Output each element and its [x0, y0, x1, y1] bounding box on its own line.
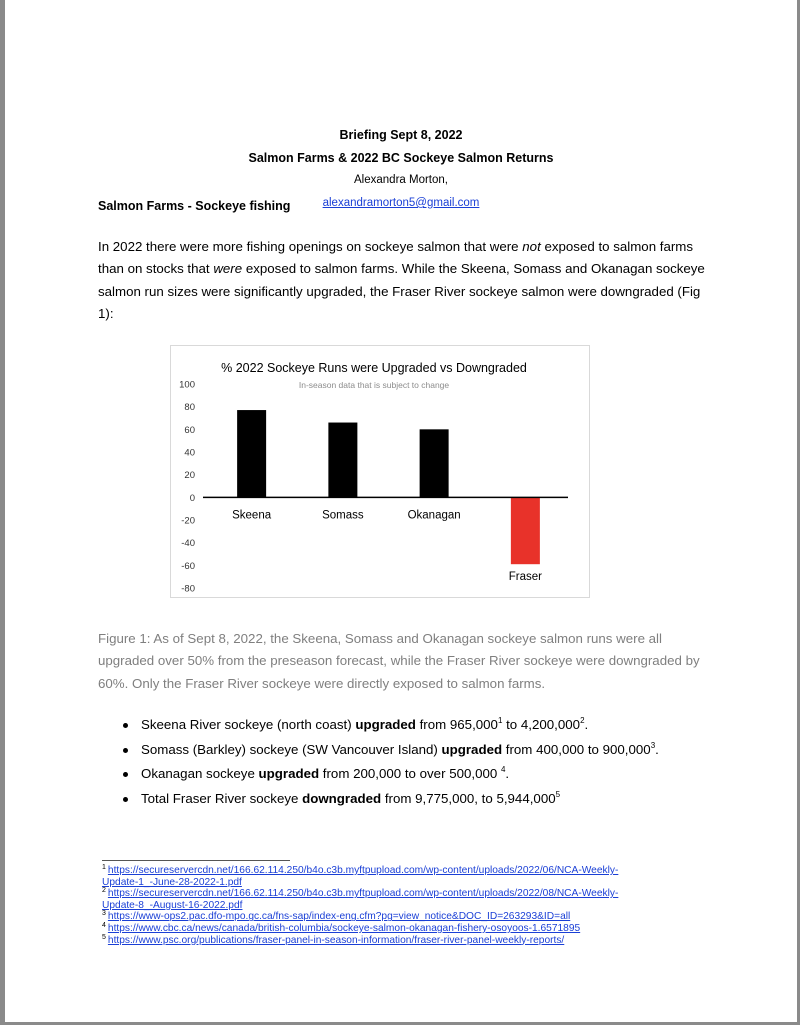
bullet-list [115, 713, 735, 811]
figure-1-chart [170, 345, 590, 598]
section-heading: Salmon Farms - Sockeye fishing [98, 199, 291, 213]
bullet-bold: downgraded [302, 790, 382, 806]
bullet-text: Somass (Barkley) sockeye (SW Vancouver Island) [141, 741, 442, 757]
footnote-2 [102, 888, 712, 911]
para-text-2: exposed to salmon farms than on stocks that [98, 239, 694, 277]
bullet-item-fraser [115, 787, 735, 812]
para-emphasis-not: not [522, 239, 541, 254]
y-tick-label: 0 [189, 492, 195, 504]
footnote-number: 1 [102, 864, 106, 871]
bullet-text: . [584, 717, 589, 732]
bullet-text: . [505, 766, 510, 781]
document-title-line1: Briefing Sept 8, 2022 [339, 128, 463, 142]
footnote-ref[interactable]: 4 [500, 765, 506, 774]
author-name: Alexandra Morton, [354, 174, 448, 186]
bar-somass [328, 423, 357, 498]
figure-caption: Figure 1: As of Sept 8, 2022, the Skeena, Somass and Okanagan sockeye salmon runs were all upgraded over 50% from the preseason forecast, while the Fraser River sockeye were downgraded by 60%. Only the Fraser River sockeye were directly exposed to salmon farms. [98, 631, 700, 691]
bullet-text: Okanagan sockeye [141, 766, 259, 781]
y-tick-label: -20 [181, 515, 195, 527]
bullet-dot [123, 748, 128, 753]
bullet-text: from 200,000 to over 500,000 [319, 766, 501, 781]
bar-skeena [237, 410, 266, 497]
bullet-bold: upgraded [355, 717, 416, 732]
footnote-link[interactable]: https://secureservercdn.net/166.62.114.250/b4o.c3b.myftpupload.com/wp-content/uploads/2022/08/NCA-Weekly- Update-8_-August-16-2022.pdf [102, 888, 619, 911]
bullet-item-somass [115, 738, 735, 763]
footnote-number: 3 [102, 910, 106, 918]
bar-fraser [511, 497, 540, 564]
footnote-4 [102, 923, 712, 935]
bullet-bold: upgraded [258, 766, 320, 781]
footnote-link[interactable]: https://www.psc.org/publications/fraser-panel-in-season-information/fraser-river-panel-weekly-reports/ [107, 934, 565, 946]
bullet-dot [123, 772, 128, 777]
footnote-1 [102, 865, 712, 888]
category-label-fraser: Fraser [508, 571, 542, 584]
footnotes [102, 865, 712, 946]
bars-group [237, 410, 540, 564]
footnote-3 [102, 911, 712, 923]
y-tick-label: -60 [181, 560, 195, 572]
bullet-dot [123, 797, 128, 802]
footnote-ref[interactable]: 2 [580, 716, 585, 725]
y-tick-label: 20 [184, 470, 195, 482]
para-emphasis-were: were [213, 261, 243, 277]
chart-title: % 2022 Sockeye Runs were Upgraded vs Downgraded [221, 361, 527, 375]
y-tick-label: 100 [179, 379, 195, 391]
para-text-1: In 2022 there were more fishing openings on sockeye salmon that were [98, 239, 523, 254]
y-tick-label: 80 [184, 402, 195, 414]
bullet-text: from 965,000 [415, 717, 498, 732]
author-email-link[interactable]: alexandramorton5@gmail.com [322, 197, 480, 209]
footnote-5 [102, 935, 712, 947]
bullet-item-skeena [115, 713, 735, 738]
footnote-number: 2 [102, 887, 106, 895]
footnote-separator [102, 860, 290, 861]
bullet-text: to 4,200,000 [502, 717, 581, 732]
footnote-ref[interactable]: 1 [497, 716, 503, 725]
category-label-somass: Somass [322, 509, 364, 522]
y-axis-ticks [179, 380, 195, 595]
bullet-bold: upgraded [441, 741, 503, 757]
footnote-link[interactable]: https://www.cbc.ca/news/canada/british-columbia/sockeye-salmon-okanagan-fishery-osoyoos-1.6571895 [107, 922, 581, 934]
para-text-3: exposed to salmon farms. While the Skeena, Somass and Okanagan sockeye salmon run sizes were significantly upgraded, the Fraser River sockeye salmon were downgraded (Fig 1): [98, 261, 705, 321]
y-tick-label: 40 [184, 447, 195, 459]
intro-paragraph [98, 236, 718, 325]
footnote-link[interactable]: https://www-ops2.pac.dfo-mpo.gc.ca/fns-sap/index-eng.cfm?pg=view_notice&DOC_ID=263293&ID=all [107, 911, 571, 923]
bullet-dot [123, 723, 128, 728]
footnote-number: 4 [102, 921, 106, 929]
category-label-skeena: Skeena [232, 509, 272, 522]
footnote-ref[interactable]: 5 [555, 789, 561, 799]
bar-chart-svg [171, 346, 589, 597]
footnote-number: 5 [102, 933, 106, 941]
chart-subtitle: In-season data that is subject to change [298, 380, 450, 390]
y-tick-label: -40 [181, 538, 195, 550]
category-label-okanagan: Okanagan [407, 509, 461, 522]
bullet-item-okanagan [115, 762, 735, 787]
bullet-text: from 400,000 to 900,000 [502, 741, 651, 757]
bullet-text: Skeena River sockeye (north coast) [141, 717, 356, 732]
bar-okanagan [420, 429, 449, 497]
y-tick-label: 60 [184, 424, 195, 436]
document-page [5, 0, 797, 1022]
bullet-text: . [655, 741, 659, 757]
category-labels [232, 509, 542, 583]
y-tick-label: -80 [181, 583, 195, 595]
document-title-line2: Salmon Farms & 2022 BC Sockeye Salmon Returns [248, 151, 554, 165]
footnote-ref[interactable]: 3 [650, 740, 656, 750]
bullet-text: from 9,775,000, to 5,944,000 [381, 790, 556, 806]
footnote-link[interactable]: https://secureservercdn.net/166.62.114.250/b4o.c3b.myftpupload.com/wp-content/uploads/2022/06/NCA-Weekly- Update-1_-June-28-2022-1.pdf [102, 865, 619, 888]
bullet-text: Total Fraser River sockeye [141, 790, 303, 806]
